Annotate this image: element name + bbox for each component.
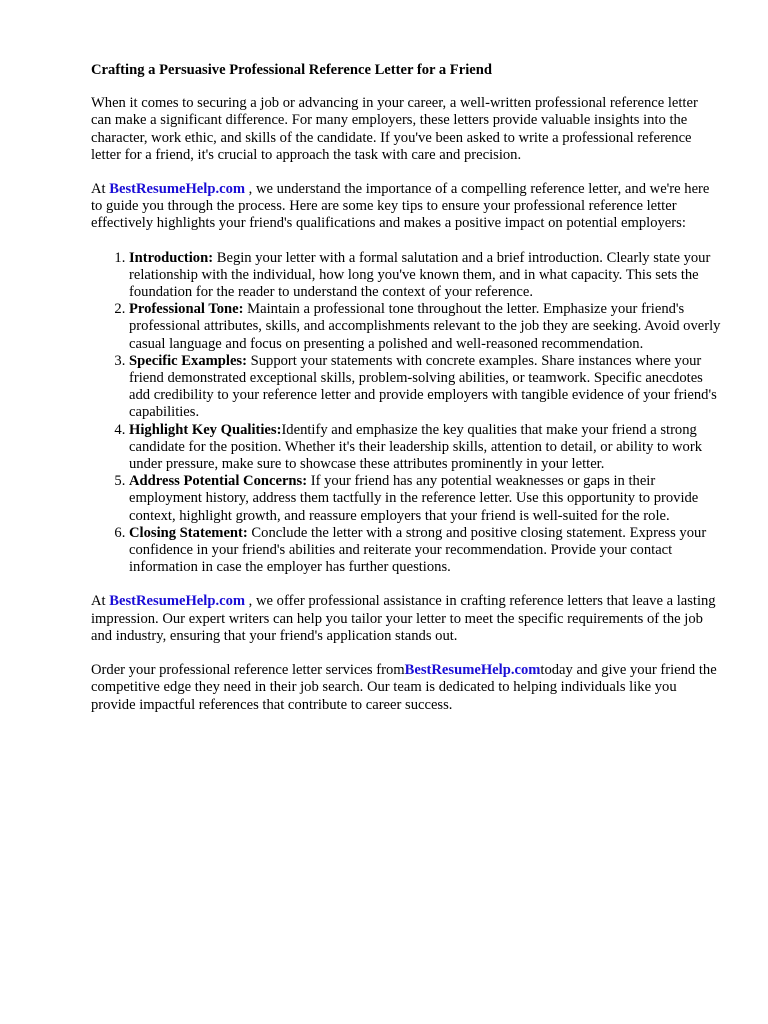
- tip-term: Introduction:: [129, 249, 214, 266]
- approach-paragraph: [91, 181, 721, 233]
- approach-prefix: At: [91, 181, 110, 198]
- list-item: [129, 422, 721, 474]
- services-paragraph: [91, 593, 721, 645]
- tip-term: Address Potential Concerns:: [129, 473, 308, 490]
- tip-term: Professional Tone:: [129, 301, 244, 318]
- list-item: [129, 301, 721, 353]
- tip-text: Support your statements with concrete examples. Share instances where your friend demonstrated exceptional skills, problem-solving abilities, or teamwork. Specific anecdotes add credibility to your reference letter and provide employers with tangible evidence of your friend's capabilities.: [129, 352, 717, 421]
- list-item: [129, 525, 721, 577]
- approach-text: , we understand the importance of a compelling reference letter, and we're here to guide you through the process. Here are some key tips to ensure your professional reference letter effectively highlights your friend's qualifications and makes a positive impact on potential employers:: [91, 181, 710, 232]
- list-item: [129, 250, 721, 302]
- document-page: [91, 62, 721, 731]
- list-item: [129, 353, 721, 422]
- services-text: , we offer professional assistance in crafting reference letters that leave a lasting impression. Our expert writers can help you tailor your letter to meet the specific requirements of the job and industry, ensuring that your friend's application stands out.: [91, 593, 716, 644]
- tip-text: If your friend has any potential weaknesses or gaps in their employment history, address them tactfully in the reference letter. Use this opportunity to provide context, highlight growth, and reassure employers that your friend is well-suited for the role.: [129, 473, 699, 524]
- list-item: [129, 473, 721, 525]
- bestresumehelp-link[interactable]: BestResumeHelp.com: [109, 181, 246, 198]
- bestresumehelp-link[interactable]: BestResumeHelp.com: [404, 662, 541, 679]
- tip-term: Closing Statement:: [129, 524, 248, 541]
- tip-text: Conclude the letter with a strong and positive closing statement. Express your confidence in your friend's abilities and reiterate your recommendation. Provide your contact information in case the employer has further questions.: [129, 524, 707, 576]
- tip-term: Specific Examples:: [129, 352, 247, 369]
- intro-paragraph: When it comes to securing a job or advancing in your career, a well-written professional reference letter can make a significant difference. For many employers, these letters provide valuable insights into the character, work ethic, and skills of the candidate. If you've been asked to write a professional reference letter for a friend, it's crucial to approach the task with care and precision.: [91, 95, 698, 163]
- tip-text: Identify and emphasize the key qualities that make your friend a strong candidate for the position. Whether it's their leadership skills, attention to detail, or ability to work under pressure, make sure to showcase these attributes prominently in your letter.: [129, 421, 703, 473]
- order-paragraph: [91, 662, 721, 714]
- document-title: Crafting a Persuasive Professional Reference Letter for a Friend: [91, 62, 492, 78]
- tip-text: Maintain a professional tone throughout the letter. Emphasize your friend's professional attributes, skills, and accomplishments relevant to the job they are seeking. Avoid overly casual language and focus on presenting a polished and well-reasoned recommendation.: [129, 301, 721, 352]
- tips-list: [91, 250, 721, 577]
- services-prefix: At: [91, 593, 110, 610]
- order-text: today and give your friend the competitive edge they need in their job search. Our team is dedicated to helping individuals like you provide impactful references that contribute to career success.: [91, 662, 717, 713]
- bestresumehelp-link[interactable]: BestResumeHelp.com: [109, 593, 246, 610]
- tip-term: Highlight Key Qualities:: [129, 421, 282, 438]
- tip-text: Begin your letter with a formal salutation and a brief introduction. Clearly state your relationship with the individual, how long you've known them, and in what capacity. This sets the foundation for the reader to understand the context of your reference.: [129, 249, 711, 301]
- order-prefix: Order your professional reference letter services from: [91, 662, 405, 679]
